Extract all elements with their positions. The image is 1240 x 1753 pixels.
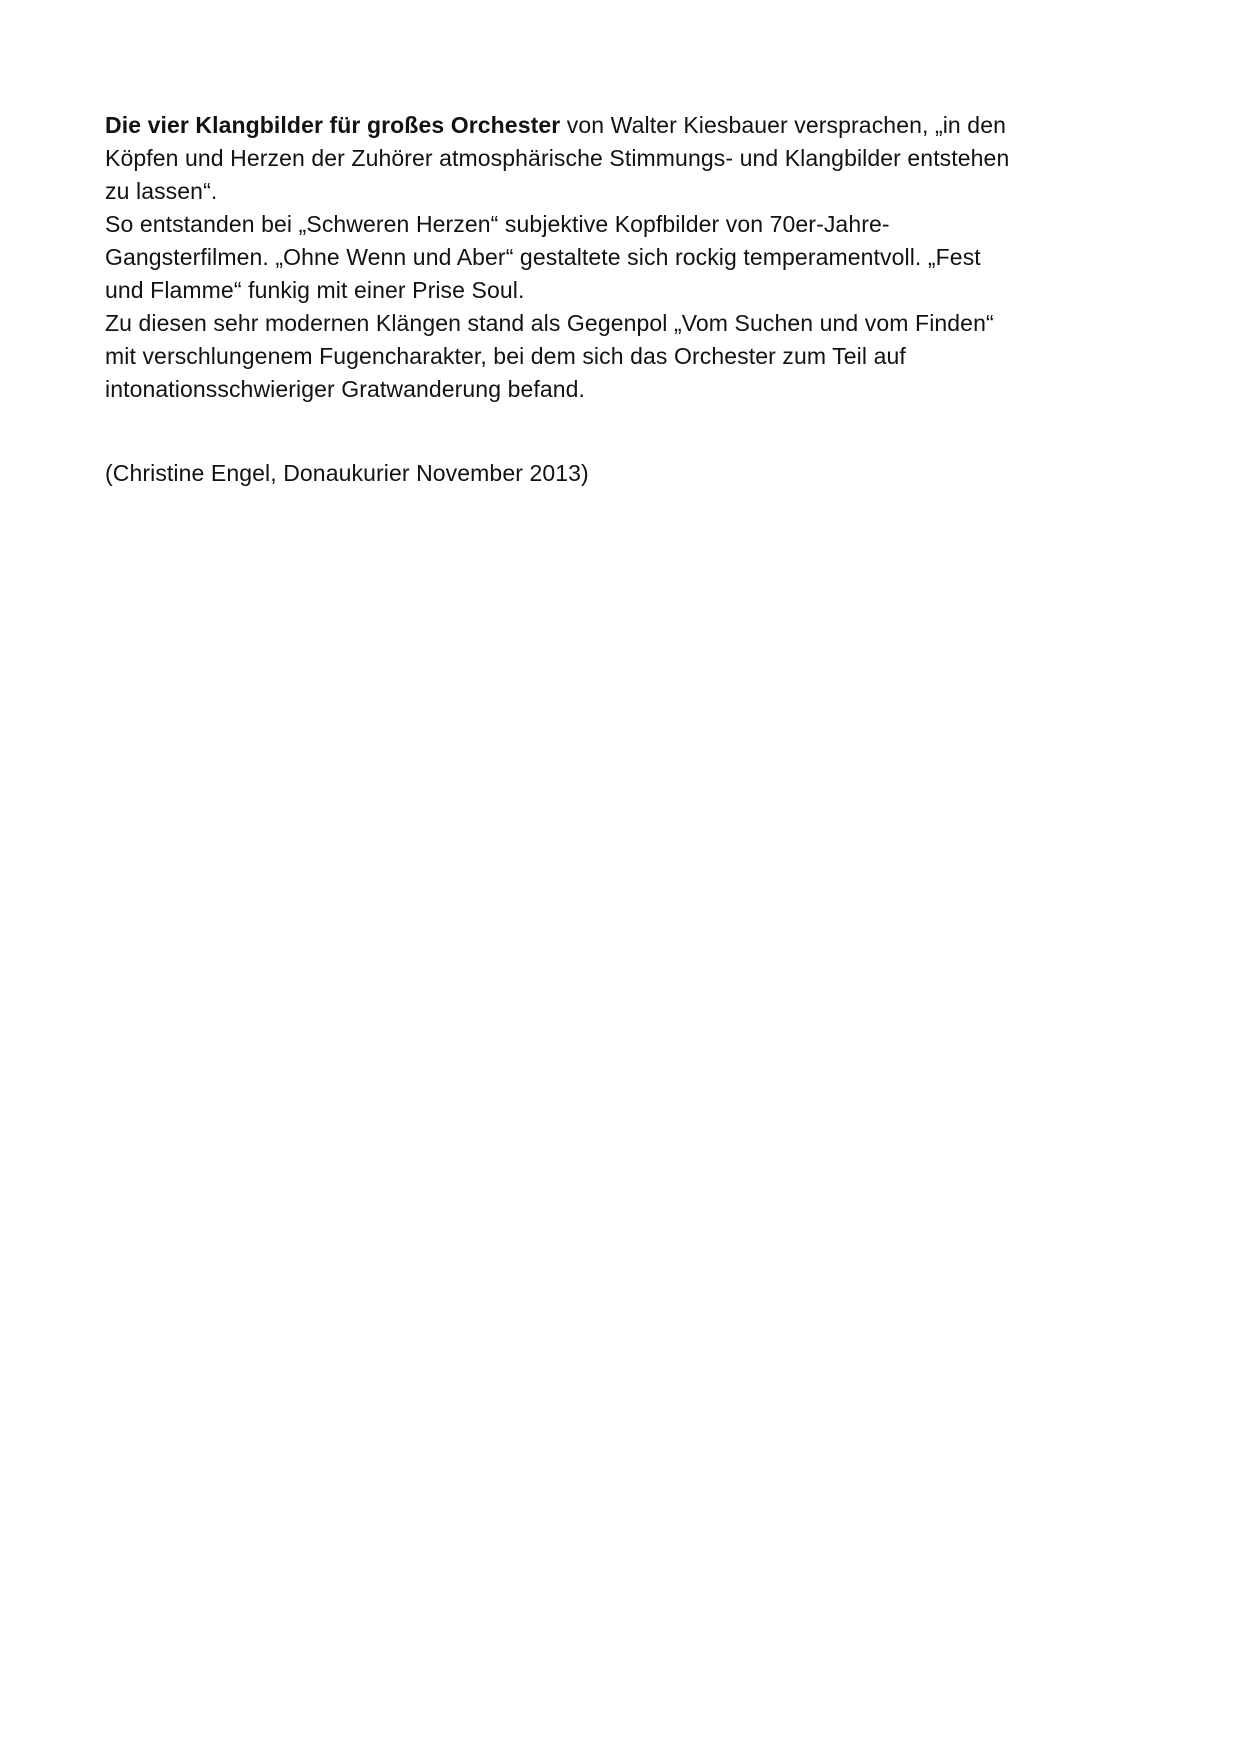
lead-line: [105, 109, 1135, 142]
lead-line-rest: von Walter Kiesbauer versprachen, „in den: [560, 112, 1006, 138]
text-line: mit verschlungenem Fugencharakter, bei dem sich das Orchester zum Teil auf: [105, 343, 906, 369]
article-text-block: [105, 109, 1135, 490]
text-line: Köpfen und Herzen der Zuhörer atmosphärische Stimmungs- und Klangbilder entstehen: [105, 145, 1010, 171]
text-line: zu lassen“.: [105, 178, 218, 204]
lead-title-bold: Die vier Klangbilder für großes Orchester: [105, 112, 561, 138]
text-line: intonationsschwieriger Gratwanderung befand.: [105, 376, 586, 402]
text-line: Gangsterfilmen. „Ohne Wenn und Aber“ gestaltete sich rockig temperamentvoll. „Fest: [105, 244, 981, 270]
text-line: So entstanden bei „Schweren Herzen“ subjektive Kopfbilder von 70er-Jahre-: [105, 211, 890, 237]
attribution-line: (Christine Engel, Donaukurier November 2013): [105, 460, 589, 486]
text-line: und Flamme“ funkig mit einer Prise Soul.: [105, 277, 525, 303]
text-line: Zu diesen sehr modernen Klängen stand als Gegenpol „Vom Suchen und vom Finden“: [105, 310, 994, 336]
